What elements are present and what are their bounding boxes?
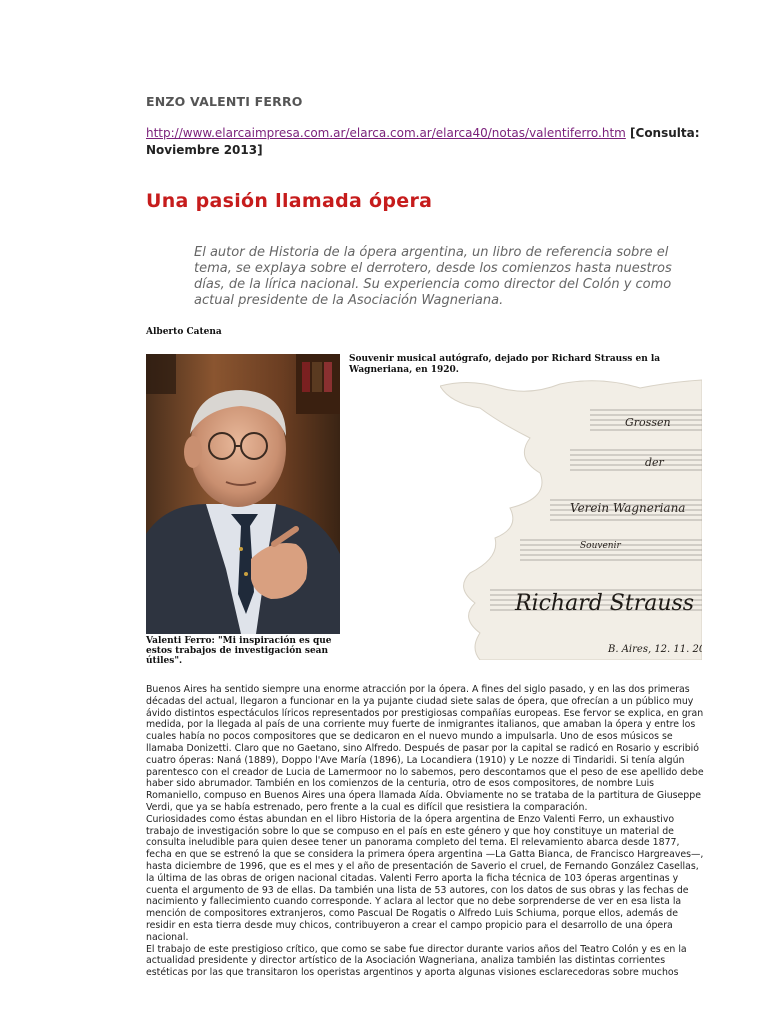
manuscript-signature: Richard Strauss — [515, 591, 695, 616]
souvenir-caption: Souvenir musical autógrafo, dejado por Richard Strauss en la Wagneriana, en 1920. — [349, 354, 661, 375]
manuscript-image — [440, 378, 702, 660]
manuscript-date: B. Aires, 12. 11. 20. — [608, 644, 702, 655]
author-heading: ENZO VALENTI FERRO — [146, 94, 303, 109]
manuscript-line4: Souvenir — [580, 541, 621, 551]
body-paragraph-3: El trabajo de este prestigioso crítico, que como se sabe fue director durante varios años del Teatro Colón y es en la actualidad presidente y director artístico de la Asociación Wagneriana, analiza también las distintas corrientes estéticas por las que transitaron los operistas argentinos y aporta algunas visiones esclarecedoras sobre muchos — [146, 943, 687, 979]
source-reference — [146, 125, 706, 159]
article-body — [146, 684, 704, 979]
body-paragraph-2: Curiosidades como éstas abundan en el libro Historia de la ópera argentina de Enzo Valenti Ferro, un exhaustivo trabajo de investigación sobre lo que se compuso en el país en este género y que hoy constituye un material de consulta ineludible para quien desee tener un panorama completo del tema. El relevamiento abarca desde 1877, fecha en que se estrenó la que se considera la primera ópera argentina —La Gatta Bianca, de Francisco Hargreaves—, hasta diciembre de 1996, que es el mes y el año de presentación de Saverio el cruel, de Fernando González Casellas, la última de las obras de origen nacional citadas. Valenti Ferro aporta la ficha técnica de 103 óperas argentinas y cuenta el argumento de 93 de ellas. Da también una lista de 53 autores, con los datos de sus obras y las fechas de nacimiento y fallecimiento cuando corresponde. Y aclara al lector que no debe sorprenderse de ver en esa lista la mención de compositores extranjeros, como Pascual De Rogatis o Alfredo Luis Schiuma, porque ellos, además de residir en esta tierra desde muy chicos, contribuyeron a crear el campo propicio para el desarrollo de una ópera nacional. — [146, 813, 704, 943]
source-link[interactable]: http://www.elarcaimpresa.com.ar/elarca.com.ar/elarca40/notas/valentiferro.htm — [146, 126, 626, 140]
article-title: Una pasión llamada ópera — [146, 190, 433, 212]
photo-caption: Valenti Ferro: "Mi inspiración es que estos trabajos de investigación sean útiles". — [146, 636, 332, 666]
article-byline: Alberto Catena — [146, 327, 222, 337]
manuscript-line1: Grossen — [625, 416, 671, 429]
article-lead: El autor de Historia de la ópera argentina, un libro de referencia sobre el tema, se explaya sobre el derrotero, desde los comienzos hasta nuestros días, de la lírica nacional. Su experiencia como director del Colón y como actual presidente de la Asociación Wagneriana. — [194, 245, 672, 308]
portrait-photo — [146, 354, 340, 634]
manuscript-line3: Verein Wagneriana — [570, 501, 686, 515]
body-paragraph-1: Buenos Aires ha sentido siempre una enorme atracción por la ópera. A fines del siglo pasado, y en las dos primeras décadas del actual, llegaron a funcionar en la ya pujante ciudad siete salas de ópera, que ofrecían a un público muy ávido distintos espectáculos líricos representados por prestigiosas compañías europeas. Ese fervor se explica, en gran medida, por la llegada al país de una corriente muy fuerte de inmigrantes italianos, que amaban la ópera y entre los cuales había no pocos compositores que se dedicaron en el nuevo mundo a impulsarla. Uno de esos músicos se llamaba Donizetti. Claro que no Gaetano, sino Alfredo. Después de pasar por la capital se radicó en Rosario y escribió cuatro óperas: Naná (1889), Doppo l'Ave María (1896), La Locandiera (1910) y Le nozze di Tindaridi. Si tenía algún parentesco con el creador de Lucia de Lamermoor no lo sabemos, pero descontamos que el peso de ese apellido debe haber sido abrumador. También en los comienzos de la centuria, otro de esos compositores, de nombre Luis Romaniello, compuso en Buenos Aires una ópera llamada Aída. Obviamente no se trataba de la partitura de Giuseppe Verdi, que ya se había estrenado, pero frente a la cual es difícil que resistiera la comparación. — [146, 684, 704, 813]
manuscript-line2: der — [645, 456, 664, 469]
consulta-note: [Consulta: Noviembre 2013] — [146, 126, 700, 157]
